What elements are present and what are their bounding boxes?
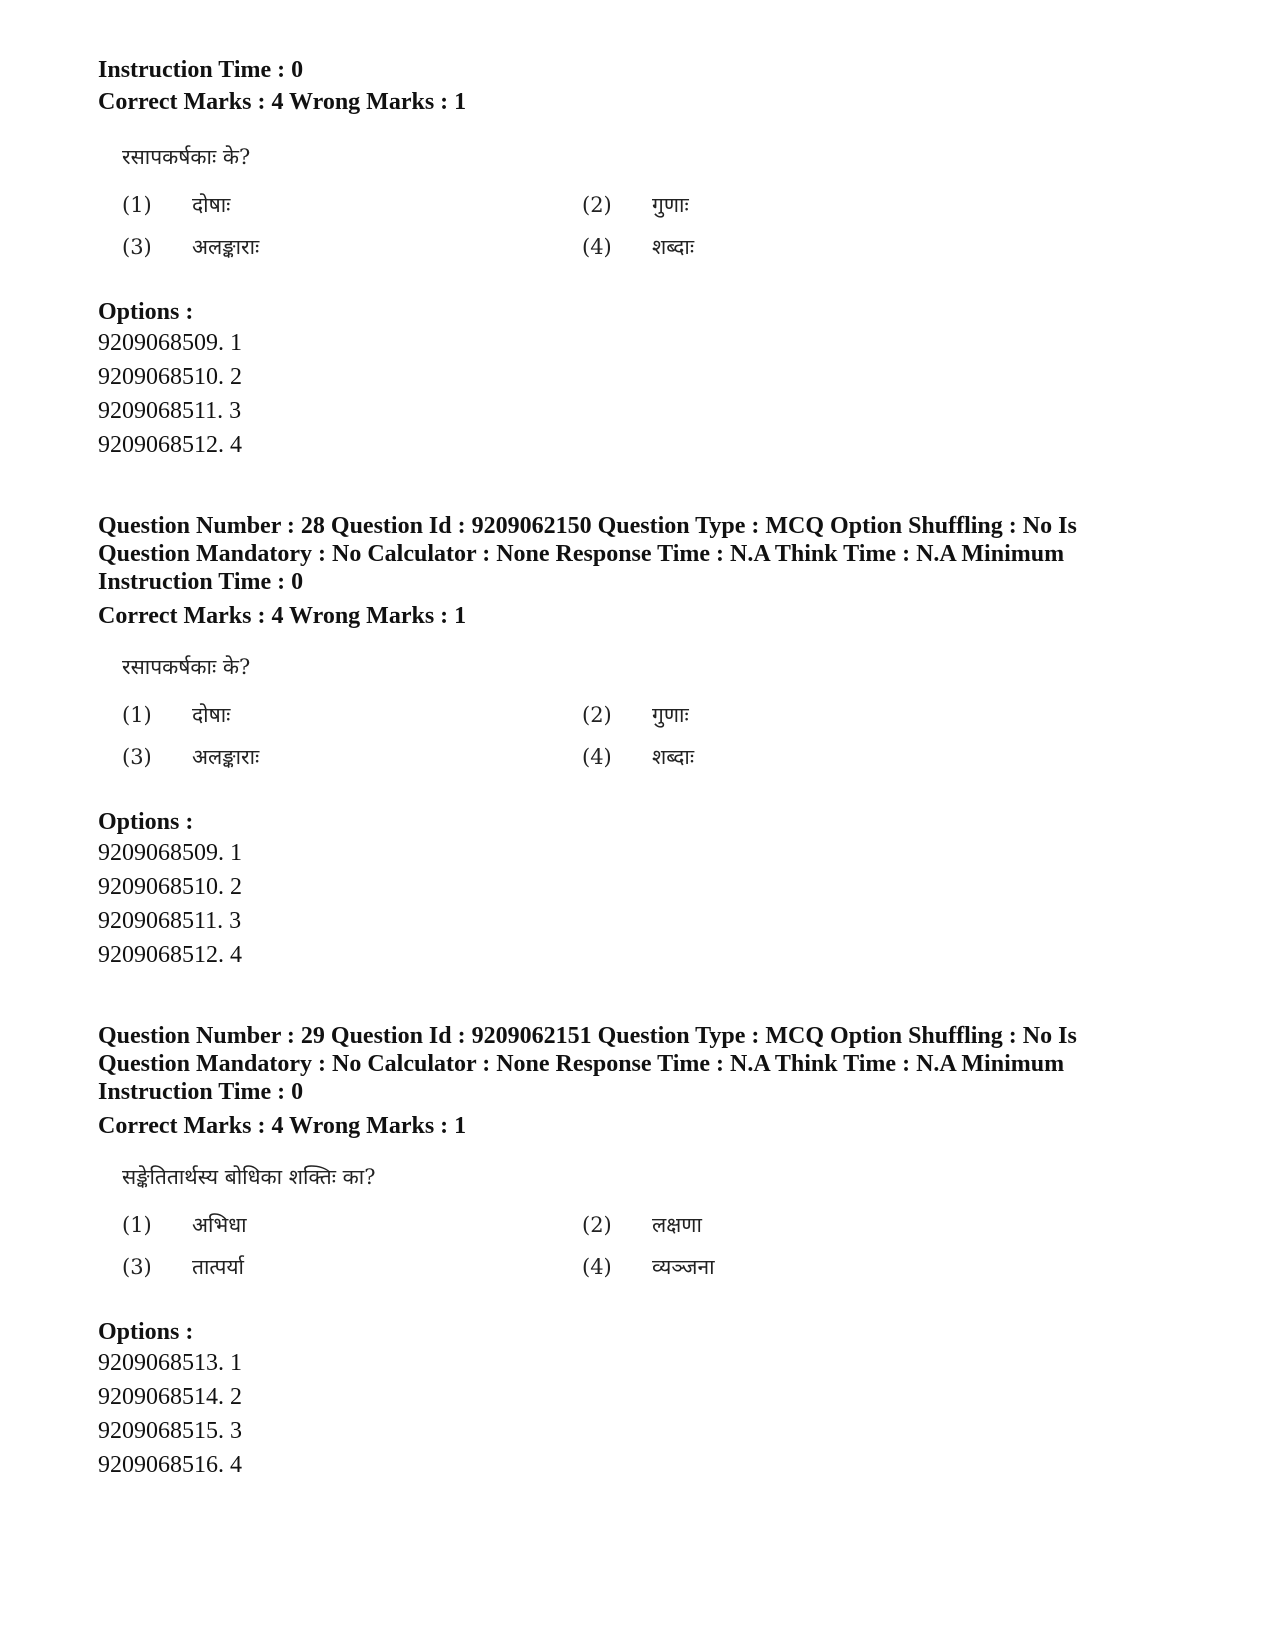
meta-line: Instruction Time : 0 (98, 569, 304, 595)
question-stem: रसापकर्षकाः के? (122, 655, 251, 679)
choice-2 (582, 190, 1022, 220)
choice-text: लक्षणा (652, 1213, 702, 1237)
question-image (122, 142, 1022, 262)
choice-grid (122, 1210, 1022, 1282)
question-meta (98, 512, 1208, 596)
choice-number: (1) (122, 1213, 152, 1237)
choice-4 (582, 1252, 1022, 1282)
choice-3 (122, 742, 582, 772)
option-item: 9209068511. 3 (98, 908, 242, 934)
options-heading: Options : (98, 1319, 194, 1345)
choice-number: (4) (582, 1255, 612, 1279)
question-meta (98, 1022, 1208, 1106)
choice-4 (582, 742, 1022, 772)
meta-line: Question Mandatory : No Calculator : None Response Time : N.A Think Time : N.A Minimum (98, 541, 1065, 567)
choice-grid (122, 190, 1022, 262)
question-stem: सङ्केतितार्थस्य बोधिका शक्तिः का? (122, 1165, 376, 1189)
choice-text: दोषाः (192, 193, 231, 217)
meta-line: Question Number : 28 Question Id : 9209062150 Question Type : MCQ Option Shuffling : No Is (98, 513, 1077, 539)
options-heading: Options : (98, 809, 194, 835)
option-item: 9209068509. 1 (98, 840, 242, 866)
choice-text: अलङ्काराः (192, 235, 260, 259)
choice-text: शब्दाः (652, 745, 695, 769)
meta-line: Question Mandatory : No Calculator : None Response Time : N.A Think Time : N.A Minimum (98, 1051, 1065, 1077)
choice-number: (4) (582, 745, 612, 769)
choice-2 (582, 1210, 1022, 1240)
question-image (122, 1162, 1022, 1282)
choice-1 (122, 190, 582, 220)
option-list (98, 326, 1208, 462)
choice-number: (3) (122, 745, 152, 769)
choice-4 (582, 232, 1022, 262)
option-item: 9209068511. 3 (98, 398, 242, 424)
choice-1 (122, 1210, 582, 1240)
choice-text: अलङ्काराः (192, 745, 260, 769)
question-stem: रसापकर्षकाः के? (122, 145, 251, 169)
option-item: 9209068512. 4 (98, 432, 242, 458)
options-heading: Options : (98, 299, 194, 325)
choice-2 (582, 700, 1022, 730)
option-item: 9209068513. 1 (98, 1350, 242, 1376)
choice-text: दोषाः (192, 703, 231, 727)
choice-text: व्यञ्जना (652, 1255, 715, 1279)
question-block-29 (98, 1022, 1208, 1482)
choice-grid (122, 700, 1022, 772)
choice-number: (2) (582, 193, 612, 217)
marks-line: Correct Marks : 4 Wrong Marks : 1 (98, 89, 467, 115)
option-item: 9209068510. 2 (98, 364, 242, 390)
choice-number: (4) (582, 235, 612, 259)
option-item: 9209068512. 4 (98, 942, 242, 968)
question-block-28 (98, 512, 1208, 972)
choice-1 (122, 700, 582, 730)
meta-line: Instruction Time : 0 (98, 57, 304, 83)
option-item: 9209068516. 4 (98, 1452, 242, 1478)
option-item: 9209068509. 1 (98, 330, 242, 356)
choice-text: गुणाः (652, 703, 689, 727)
choice-3 (122, 232, 582, 262)
option-item: 9209068514. 2 (98, 1384, 242, 1410)
meta-line: Question Number : 29 Question Id : 9209062151 Question Type : MCQ Option Shuffling : No Is (98, 1023, 1077, 1049)
option-list (98, 1346, 1208, 1482)
choice-text: अभिधा (192, 1213, 247, 1237)
option-item: 9209068515. 3 (98, 1418, 242, 1444)
choice-number: (3) (122, 1255, 152, 1279)
choice-text: गुणाः (652, 193, 689, 217)
marks-line: Correct Marks : 4 Wrong Marks : 1 (98, 603, 467, 629)
meta-line: Instruction Time : 0 (98, 1079, 304, 1105)
question-block-27 (98, 56, 1208, 462)
choice-text: शब्दाः (652, 235, 695, 259)
question-image (122, 652, 1022, 772)
choice-number: (2) (582, 1213, 612, 1237)
option-list (98, 836, 1208, 972)
document-page (98, 56, 1208, 1482)
question-meta (98, 56, 1208, 84)
choice-number: (1) (122, 193, 152, 217)
choice-3 (122, 1252, 582, 1282)
choice-number: (2) (582, 703, 612, 727)
marks-line: Correct Marks : 4 Wrong Marks : 1 (98, 1113, 467, 1139)
choice-text: तात्पर्या (192, 1255, 244, 1279)
option-item: 9209068510. 2 (98, 874, 242, 900)
choice-number: (3) (122, 235, 152, 259)
choice-number: (1) (122, 703, 152, 727)
